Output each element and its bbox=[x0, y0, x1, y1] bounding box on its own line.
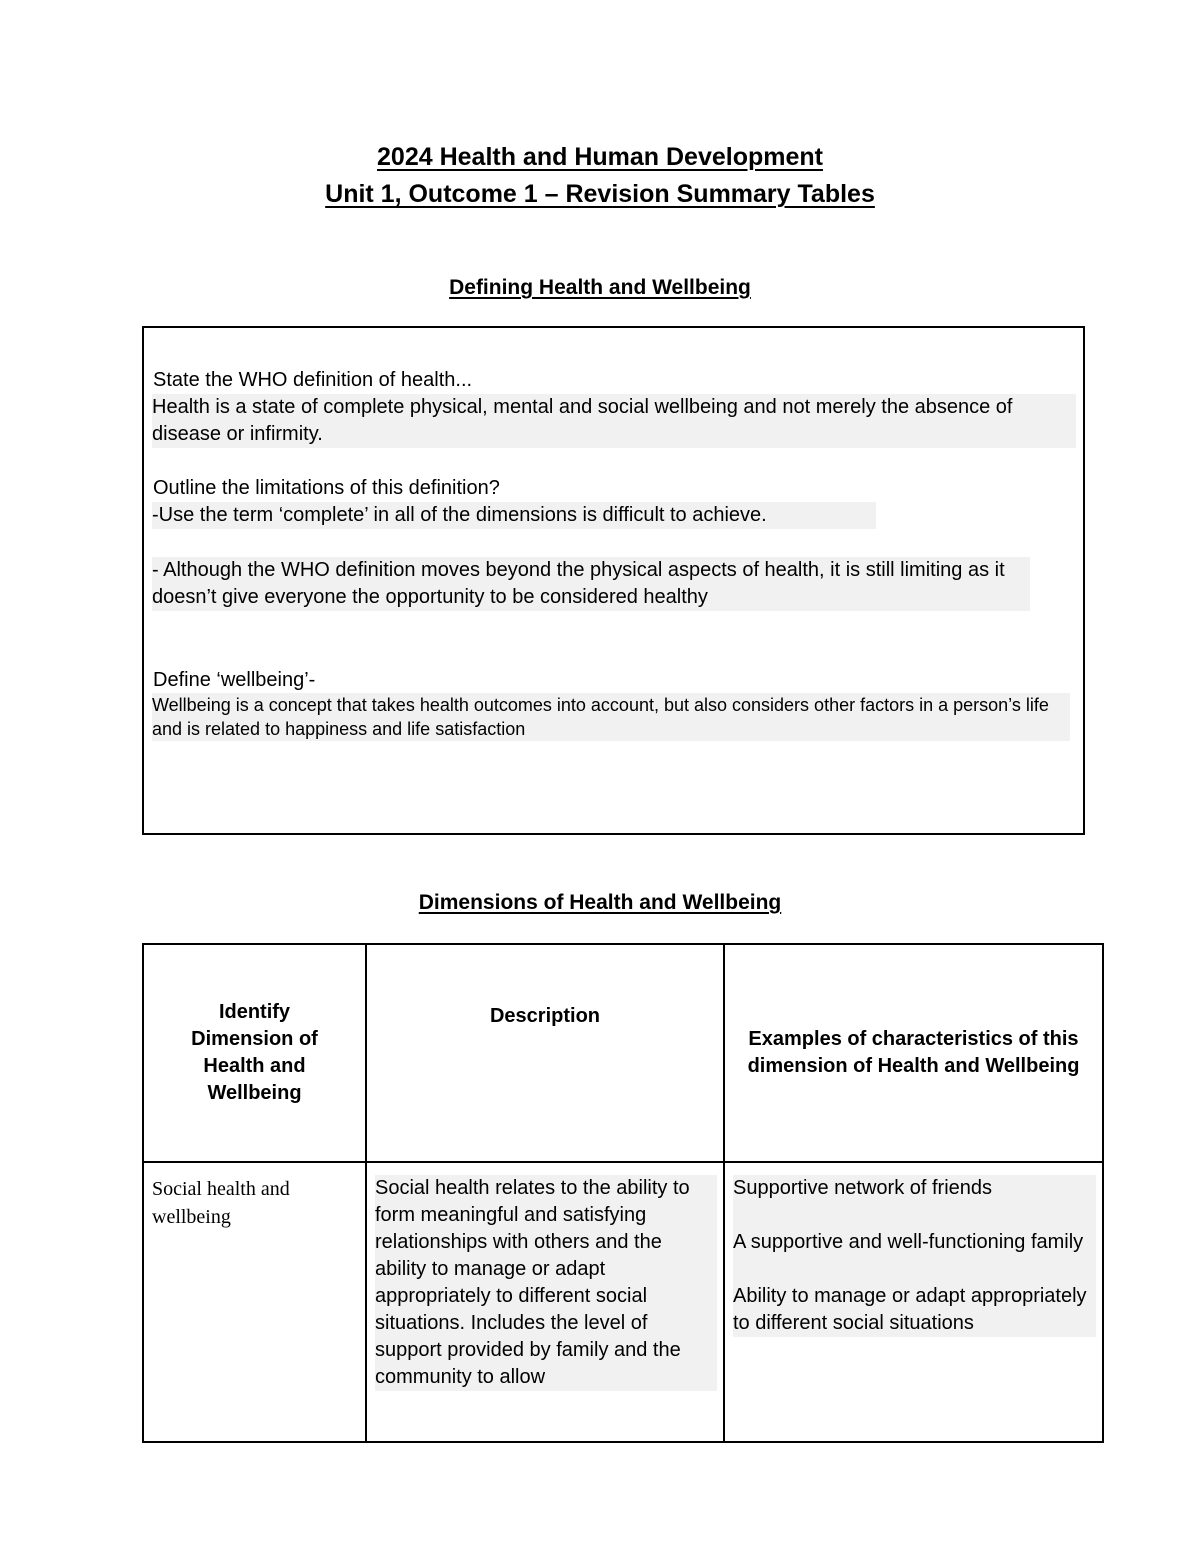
document-subtitle: Unit 1, Outcome 1 – Revision Summary Tables bbox=[325, 180, 875, 208]
example-item: A supportive and well-functioning family bbox=[733, 1231, 1084, 1253]
column-header-dimension bbox=[143, 944, 366, 1162]
question-who-definition: State the WHO definition of health... bbox=[153, 369, 473, 391]
section-heading-defining: Defining Health and Wellbeing bbox=[449, 276, 751, 299]
column-header-dimension-label: Identify Dimension of Health and Wellbeing bbox=[191, 1001, 318, 1104]
example-item: Supportive network of friends bbox=[733, 1177, 993, 1199]
cell-description bbox=[366, 1162, 724, 1442]
description-text: Social health relates to the ability to form meaningful and satisfying relationships with others and the ability to manage or adapt appropriately to different social situations. Includes the level of support provided by family and the community to allow bbox=[375, 1175, 717, 1391]
cell-dimension bbox=[143, 1162, 366, 1442]
answer-wellbeing: Wellbeing is a concept that takes health outcomes into account, but also considers other factors in a person’s life and is related to happiness and life satisfaction bbox=[152, 693, 1070, 741]
table-header-row bbox=[143, 944, 1103, 1162]
definition-box bbox=[142, 326, 1085, 835]
document-title: 2024 Health and Human Development bbox=[377, 143, 823, 171]
question-wellbeing: Define ‘wellbeing’- bbox=[153, 669, 316, 691]
dimension-name: Social health and wellbeing bbox=[152, 1178, 290, 1228]
example-item: Ability to manage or adapt appropriately to different social situations bbox=[733, 1285, 1087, 1334]
cell-examples bbox=[724, 1162, 1103, 1442]
column-header-examples: Examples of characteristics of this dimension of Health and Wellbeing bbox=[724, 944, 1103, 1162]
table-row bbox=[143, 1162, 1103, 1442]
examples-block bbox=[733, 1175, 1096, 1337]
question-limitations: Outline the limitations of this definition? bbox=[153, 477, 500, 499]
answer-limitation-1: -Use the term ‘complete’ in all of the dimensions is difficult to achieve. bbox=[152, 502, 876, 529]
column-header-description: Description bbox=[366, 944, 724, 1162]
section-heading-dimensions: Dimensions of Health and Wellbeing bbox=[418, 891, 782, 914]
dimensions-table bbox=[142, 943, 1104, 1443]
answer-who-definition: Health is a state of complete physical, mental and social wellbeing and not merely the absence of disease or infirmity. bbox=[152, 394, 1076, 448]
answer-limitation-2: - Although the WHO definition moves beyond the physical aspects of health, it is still limiting as it doesn’t give everyone the opportunity to be considered healthy bbox=[152, 557, 1030, 611]
